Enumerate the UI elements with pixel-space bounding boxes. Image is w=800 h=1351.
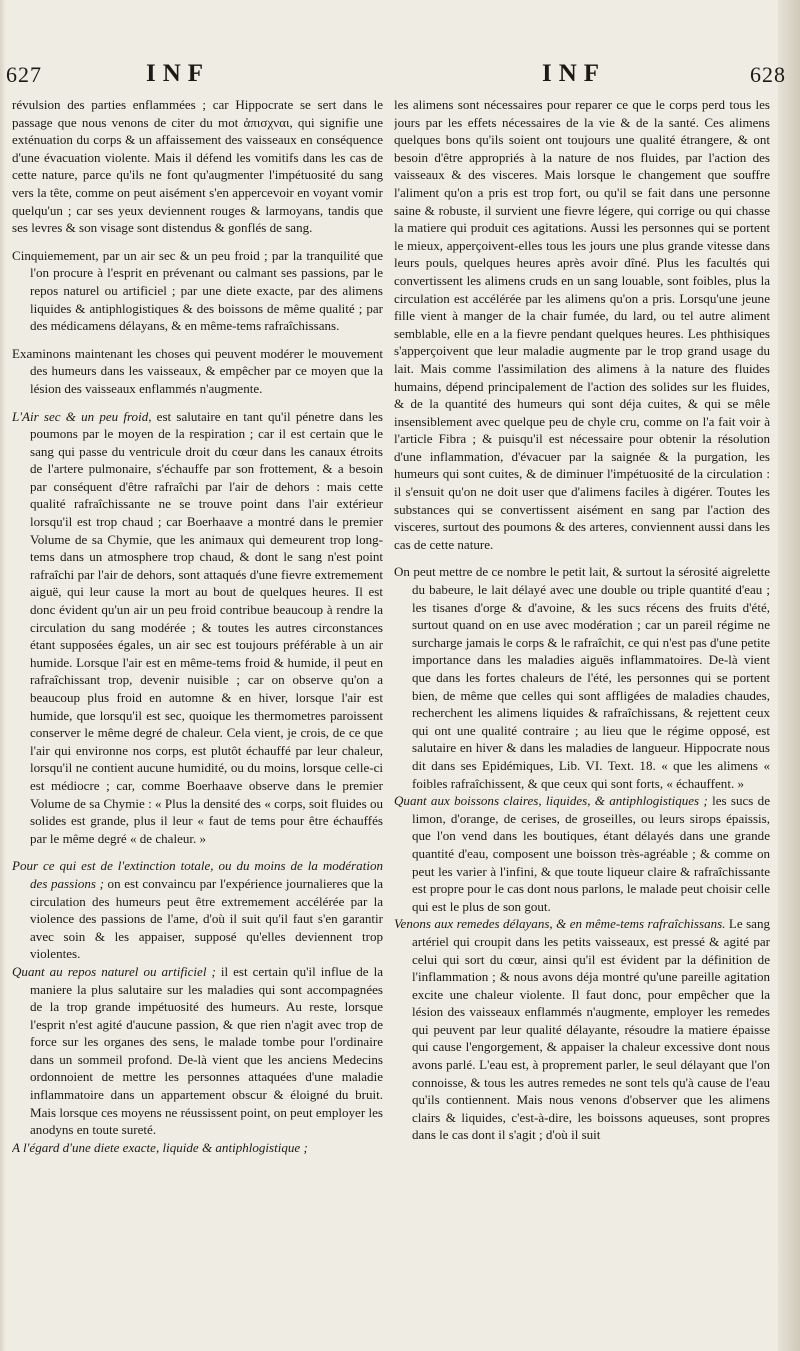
paragraph	[12, 857, 383, 963]
paragraph-lead: Quant aux boissons claires, liquides, & antiphlogistiques ;	[394, 793, 708, 809]
paragraph: révulsion des parties enflammées ; car Hippocrate se sert dans le passage que nous venons de citer du mot ἀπισχναι, qui signifie une exténuation du corps & un affaissement des vaisseaux en conséquence d'une évacuation violente. Mais il défend les vomitifs dans les cas de cette nature, parce qu'ils ne font qu'augmenter l'impétuosité du sang vers la tête, comme on peut aisément s'en appercevoir en voyant vomir quelqu'un ; car ses yeux deviennent rouges & larmoyans, tandis que ses levres & son visage sont distendus & gonflés de sang.	[12, 97, 383, 236]
page-edge-shadow	[778, 0, 800, 1351]
paragraph: On peut mettre de ce nombre le petit lait, & surtout la sérosité aigrelette du babeure, le lait délayé avec une double ou triple quantité d'eau ; les tisanes d'orge & d'avoine, & les sucs récens des fruits d'été, surtout quand on en use avec modération ; car un pareil régime ne surcharge jamais le corps & le rafraîchit, ce qui n'est pas d'une petite importance dans les maladies aiguës inflammatoires. De-là vient que dans les fortes chaleurs de l'été, les personnes qui se portent bien, de même que celles qui sont affligées de maladies chaudes, recherchent les alimens liquides & rafraîchissans, & rejettent ceux qui ont une qualité contraire ; au lieu que le régime opposé, est salutaire en hiver & dans les maladies de langueur. Hippocrate nous dit dans ses Epidémiques, Lib. VI. Text. 18. « que les alimens « foibles rafraîchissent, & que ceux qui sont forts, « échauffent. »	[394, 564, 770, 791]
page-gutter-shadow	[0, 0, 6, 1351]
paragraph-body: les sucs de limon, d'orange, de cerises, de groseilles, ou leurs sirops épaissis, que l'on vend dans les boutiques, étant délayés dans une grande quantité d'eau, composent une boisson très-agréable ; & comme on peut les varier à l'infini, & que toute liqueur claire & rafraîchissante est propre pour le cas dont nous parlons, le malade peut choisir celle qui est le plus de son gout.	[412, 793, 770, 914]
paragraph: les alimens sont nécessaires pour reparer ce que le corps perd tous les jours par les effets nécessaires de la vie & de la santé. Ces alimens quelques bons qu'ils soient ont toujours une qualité étrangere, & ont besoin d'être appropriés à la nature de nos fluides, par l'action des vaisseaux & des visceres. Mais lorsque le changement que souffre l'aliment qu'on a pris est trop fort, ou qu'il se fait dans une personne saine & robuste, il survient une fievre légere, qui corrige ou qui chasse la matiere qui produit ces agitations. Aussi les personnes qui se portent le mieux, apperçoivent-elles tous les jours une plus grande vitesse dans leurs pouls, quelques heures après avoir dîné. Plus les facultés qui convertissent les alimens cruds en un sang louable, sont foibles, plus la circulation est accélérée par les alimens qu'on a pris. Lorsqu'une jeune fille vient à manger de la chair fumée, du lard, ou tel autre aliment semblable, elle en a la fievre pendant quelques heures. Les phthisiques s'apperçoivent que leur maladie augmente par le trop grand usage du lait. Mais comme l'assimilation des alimens à la nature des fluides humains, dépend principalement de l'action des solides sur les fluides, & de la quantité des humeurs qui sont déja cuites, & qui se mêle insensiblement avec quelque peu de chyle cru, comme on l'a fait voir à l'article Fibra ; & puisqu'il est nécessaire pour obtenir la résolution d'une inflammation, d'évacuer par la saignée & la purgation, les humeurs qui sont cuites, & de diminuer l'impétuosité de la circulation : il s'ensuit qu'on ne doit user que d'alimens faciles à digérer. Toutes les substances qui se convertissent aisément en sang par l'action des visceres, surtout des poumons & des arteres, conviennent aussi dans les cas de cette nature.	[394, 97, 770, 552]
paragraph-lead: A l'égard d'une diete exacte, liquide & antiphlogistique ;	[12, 1139, 308, 1155]
paragraph	[394, 915, 770, 1144]
paragraph	[394, 792, 770, 915]
paragraph-body: Le sang artériel qui croupit dans les petits vaisseaux, est pressé & agité par celui qui sort du cœur, ainsi qu'il est évident par la définition de l'inflammation ; & nous avons déja montré qu'une pareille agitation excite une chaleur violente. Il faut donc, pour empêcher que la lésion des vaisseaux enflammés n'augmente, employer les remedes qui peuvent par leur qualité délayante, résoudre la matiere épaisse qui cause l'engorgement, & appaiser la chaleur excessive dont nous avons parlé. L'eau est, à proprement parler, le seul délayant que l'on connoisse, & tous les autres remedes ne sont tels qu'à cause de l'eau qu'ils contiennent. Mais nous venons d'observer que les alimens clairs & liquides, c'est-à-dire, les boissons aqueuses, sont propres dans le cas dont il s'agit ; d'où il suit	[412, 916, 770, 1143]
paragraph-body: il est certain qu'il influe de la maniere la plus salutaire sur les maladies qui sont accompagnées de la trop grande impétuosité des humeurs. Au reste, lorsque l'esprit n'est agité d'aucune passion, & que rien n'agit avec trop de force sur les organes des sens, le malade tombe pour l'ordinaire dans un sommeil profond. De-là vient que les anciens Medecins ordonnoient de mettre les personnes attaquées d'une maladie inflammatoire dans un appartement obscur & éloigné du bruit. Mais lorsque ces moyens ne réussissent point, on peut employer les anodyns en toute sureté.	[30, 963, 383, 1138]
paragraph: Examinons maintenant les choses qui peuvent modérer le mouvement des humeurs dans les vaisseaux, & empêcher par ce moyen que la lésion des vaisseaux enflammés n'augmente.	[12, 345, 383, 396]
right-page-number: 628	[750, 62, 786, 87]
paragraph-body: est salutaire en tant qu'il pénetre dans les poumons par le moyen de la respiration ; car il est certain que le sang qui passe du ventricule droit du cœur dans les canaux étroits de l'artere pulmonaire, s'échauffe par son frottement, & a besoin par conséquent d'être rafraîchi par l'air de dehors : mais cette qualité rafraîchissante ne se trouve point dans l'air extérieur lorsqu'il est trop chaud ; car Boerhaave a montré dans le premier Volume de sa Chymie, que les animaux qui demeurent trop long-tems dans un atmosphere trop chaud, & dont le sang n'est point rafraîchi par l'air de dehors, sont attaqués d'une fievre extremement aiguë, qui leur cause la mort au bout de quelques heures. Il est donc évident qu'un air un peu froid contribue beaucoup à rendre la circulation du sang modérée ; & toutes les autres circonstances étant supposées égales, un air sec est toujours préférable à un air humide. Lorsque l'air est en même-tems froid & humide, il peut en rafraîchissant trop, devenir nuisible ; car on observe qu'on a beaucoup plus froid en automne & en hiver, lorsque l'air est humide, que lorsqu'il est sec, quoique les thermometres paroissent conserver le même degré de chaleur. Cela vient, je crois, de ce que l'air qui environne nos corps, est plutôt échauffé par leur chaleur, lorsqu'il ne contient aucune humidité, ou du moins, lorsque celle-ci est médiocre ; car, comme Boerhaave observe dans le premier Volume de sa Chymie : « Plus la densité des « corps, soit fluides ou solides est grande, plus il leur « faut de tems pour être échauffés par le même degré « de chaleur. »	[30, 408, 383, 846]
paragraph	[12, 1139, 383, 1157]
paragraph	[12, 408, 383, 848]
left-text-column	[12, 96, 383, 1346]
paragraph-lead: Quant au repos naturel ou artificiel ;	[12, 963, 216, 979]
paragraph-lead: Pour ce qui est de l'extinction totale, ou du moins de la modération des passions ;	[12, 858, 383, 891]
paragraph-lead: Venons aux remedes délayans, & en même-tems rafraîchissans.	[394, 916, 726, 932]
paragraph-lead: L'Air sec & un peu froid,	[12, 408, 152, 424]
right-text-column	[394, 96, 770, 1346]
left-page-number: 627	[6, 62, 42, 87]
paragraph: Cinquiemement, par un air sec & un peu froid ; par la tranquilité que l'on procure à l'esprit en prévenant ou calmant ses passions, par le repos naturel ou artificiel ; par une diete exacte, par des alimens liquides & antiphlogistiques & des boissons de même qualité ; par des médicamens délayans, & en même-tems rafraîchissans.	[12, 247, 383, 334]
paragraph	[12, 963, 383, 1139]
paragraph-body: on est convaincu par l'expérience journalieres que la circulation des humeurs peut être extremement accélérée par la violence des passions de l'ame, d'où il suit qu'il faut s'en garantir avec soin & les appaiser, supposé qu'elles deviennent trop violentes.	[30, 875, 383, 962]
right-running-head: INF	[542, 60, 607, 87]
left-running-head: INF	[146, 60, 211, 87]
